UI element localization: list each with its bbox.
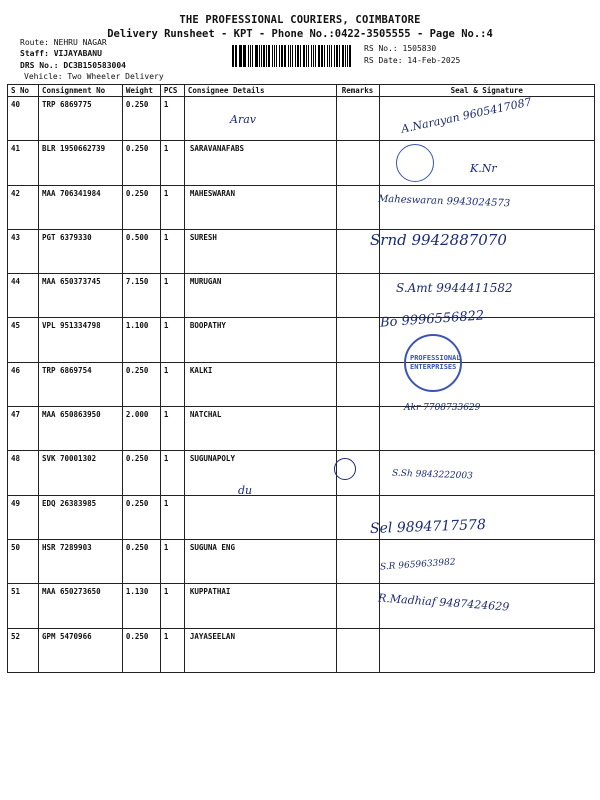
pcs-cell: 1 xyxy=(160,141,184,185)
consignee-cell: MAHESWARAN xyxy=(184,185,336,229)
barcode-bar xyxy=(236,45,237,67)
weight-cell: 0.500 xyxy=(122,229,160,273)
pcs-cell: 1 xyxy=(160,539,184,583)
barcode-bar xyxy=(263,45,265,67)
pcs-cell: 1 xyxy=(160,495,184,539)
barcode-bar xyxy=(345,45,346,67)
pcs-cell: 1 xyxy=(160,229,184,273)
barcode-bar xyxy=(279,45,280,67)
consignment-cell: GPM 5470966 xyxy=(38,628,122,672)
consignee-cell: SUGUNAPOLY xyxy=(184,451,336,495)
remarks-cell xyxy=(336,97,379,141)
consignee-cell: NATCHAL xyxy=(184,407,336,451)
consignment-cell: BLR 1950662739 xyxy=(38,141,122,185)
barcode-bar xyxy=(349,45,351,67)
remarks-cell xyxy=(336,362,379,406)
sno-cell: 47 xyxy=(8,407,39,451)
barcode-bar xyxy=(342,45,344,67)
col-pcs: PCS xyxy=(160,85,184,97)
table-row xyxy=(8,318,595,362)
sno-cell: 42 xyxy=(8,185,39,229)
handwritten-signature: A.Narayan 9605417087 xyxy=(400,95,533,136)
consignee-cell: SARAVANAFABS xyxy=(184,141,336,185)
remarks-cell xyxy=(336,185,379,229)
barcode-bar xyxy=(308,45,309,67)
weight-cell: 0.250 xyxy=(122,97,160,141)
consignment-cell: EDQ 26383985 xyxy=(38,495,122,539)
barcode-bar xyxy=(255,45,257,67)
barcode-bar xyxy=(272,45,273,67)
barcode-bar xyxy=(347,45,348,67)
table-row xyxy=(8,407,595,451)
handwritten-signature: Maheswaran 9943024573 xyxy=(377,193,511,210)
barcode-bar xyxy=(284,45,286,67)
weight-cell: 0.250 xyxy=(122,628,160,672)
consignment-cell: MAA 706341984 xyxy=(38,185,122,229)
weight-cell: 0.250 xyxy=(122,495,160,539)
remarks-cell xyxy=(336,628,379,672)
barcode-bar xyxy=(324,45,325,67)
company-seal-stamp: PROFESSIONAL ENTERPRISES xyxy=(404,334,462,392)
col-signature: Seal & Signature xyxy=(379,85,595,97)
handwritten-signature: S.Amt 9944411582 xyxy=(396,280,513,295)
runsheet-title: Delivery Runsheet - KPT - Phone No.:0422-3505555 - Page No.:4 xyxy=(107,28,493,40)
signature-cell xyxy=(379,97,595,141)
table-row xyxy=(8,628,595,672)
table-row xyxy=(8,495,595,539)
barcode-bar xyxy=(321,45,323,67)
pcs-cell: 1 xyxy=(160,185,184,229)
col-weight: Weight xyxy=(122,85,160,97)
remarks-cell xyxy=(336,539,379,583)
barcode-bar xyxy=(292,45,293,67)
col-sno: S No xyxy=(8,85,39,97)
barcode-bar xyxy=(248,45,249,67)
weight-cell: 0.250 xyxy=(122,141,160,185)
sno-cell: 50 xyxy=(8,539,39,583)
consignment-cell: MAA 650373745 xyxy=(38,274,122,318)
barcode-bar xyxy=(331,45,332,67)
signature-cell xyxy=(379,407,595,451)
barcode xyxy=(232,45,352,67)
weight-cell: 0.250 xyxy=(122,185,160,229)
consignment-cell: TRP 6869754 xyxy=(38,362,122,406)
pcs-cell: 1 xyxy=(160,451,184,495)
barcode-bar xyxy=(250,45,251,67)
consignee-cell: MURUGAN xyxy=(184,274,336,318)
barcode-bar xyxy=(295,45,297,67)
barcode-bar xyxy=(266,45,267,67)
drs-label: DRS No.: DC3B150583004 xyxy=(20,61,126,70)
col-consignment: Consignment No xyxy=(38,85,122,97)
handwritten-signature: Bo 9996556822 xyxy=(379,308,485,331)
sno-cell: 43 xyxy=(8,229,39,273)
barcode-bar xyxy=(313,45,314,67)
pcs-cell: 1 xyxy=(160,274,184,318)
barcode-bar xyxy=(244,45,246,67)
weight-cell: 1.100 xyxy=(122,318,160,362)
handwritten-signature: Sel 9894717578 xyxy=(369,516,487,538)
consignee-cell: SURESH xyxy=(184,229,336,273)
pcs-cell: 1 xyxy=(160,97,184,141)
handwritten-note: Arav xyxy=(230,113,256,126)
consignment-cell: TRP 6869775 xyxy=(38,97,122,141)
consignee-cell: BOOPATHY xyxy=(184,318,336,362)
barcode-bar xyxy=(276,45,278,67)
sno-cell: 41 xyxy=(8,141,39,185)
table-row xyxy=(8,362,595,406)
small-seal-stamp xyxy=(334,458,356,480)
pcs-cell: 1 xyxy=(160,628,184,672)
col-remarks: Remarks xyxy=(336,85,379,97)
barcode-bar xyxy=(336,45,338,67)
barcode-bar xyxy=(327,45,328,67)
sno-cell: 46 xyxy=(8,362,39,406)
company-title: THE PROFESSIONAL COURIERS, COIMBATORE xyxy=(179,14,421,26)
consignment-cell: SVK 70001302 xyxy=(38,451,122,495)
consignee-cell: KALKI xyxy=(184,362,336,406)
pcs-cell: 1 xyxy=(160,362,184,406)
barcode-bar xyxy=(268,45,270,67)
weight-cell: 0.250 xyxy=(122,539,160,583)
handwritten-signature: K.Nr xyxy=(470,162,497,176)
vehicle-label: Vehicle: Two Wheeler Delivery xyxy=(24,72,164,81)
barcode-bar xyxy=(235,45,236,67)
handwritten-signature: Akr 7708733629 xyxy=(404,402,481,413)
barcode-bar xyxy=(315,45,316,67)
route-label: Route: NEHRU NAGAR xyxy=(20,38,107,47)
consignee-cell: KUPPATHAI xyxy=(184,584,336,628)
pcs-cell: 1 xyxy=(160,407,184,451)
table-header-row xyxy=(8,85,595,97)
weight-cell: 1.130 xyxy=(122,584,160,628)
barcode-bar xyxy=(261,45,262,67)
consignee-cell: JAYASEELAN xyxy=(184,628,336,672)
barcode-bar xyxy=(290,45,291,67)
rs-date: RS Date: 14-Feb-2025 xyxy=(364,56,461,65)
weight-cell: 0.250 xyxy=(122,362,160,406)
consignment-cell: MAA 650273650 xyxy=(38,584,122,628)
runsheet-table xyxy=(7,84,595,673)
consignment-cell: HSR 7289903 xyxy=(38,539,122,583)
barcode-bar xyxy=(303,45,305,67)
remarks-cell xyxy=(336,407,379,451)
barcode-bar xyxy=(306,45,307,67)
remarks-cell xyxy=(336,141,379,185)
rs-number: RS No.: 1505830 xyxy=(364,44,437,53)
barcode-bar xyxy=(297,45,299,67)
weight-cell: 7.150 xyxy=(122,274,160,318)
sno-cell: 45 xyxy=(8,318,39,362)
handwritten-signature: S.R 9659633982 xyxy=(379,557,456,574)
sno-cell: 52 xyxy=(8,628,39,672)
handwritten-signature: Srnd 9942887070 xyxy=(370,231,507,250)
handwritten-signature: R.Madhiaf 9487424629 xyxy=(377,591,510,614)
sno-cell: 44 xyxy=(8,274,39,318)
barcode-bar xyxy=(329,45,331,67)
remarks-cell xyxy=(336,584,379,628)
staff-label: Staff: VIJAYABANU xyxy=(20,49,102,58)
pcs-cell: 1 xyxy=(160,584,184,628)
consignment-cell: MAA 650863950 xyxy=(38,407,122,451)
signature-cell xyxy=(379,628,595,672)
col-consignee: Consignee Details xyxy=(184,85,336,97)
consignment-cell: PGT 6379330 xyxy=(38,229,122,273)
barcode-bar xyxy=(288,45,289,67)
barcode-bar xyxy=(259,45,260,67)
weight-cell: 2.000 xyxy=(122,407,160,451)
barcode-bar xyxy=(239,45,241,67)
consignee-cell: SUGUNA ENG xyxy=(184,539,336,583)
barcode-bar xyxy=(232,45,234,67)
sno-cell: 40 xyxy=(8,97,39,141)
barcode-bar xyxy=(334,45,335,67)
barcode-bar xyxy=(300,45,301,67)
handwritten-signature: S.Sh 9843222003 xyxy=(391,468,473,482)
table-row xyxy=(8,141,595,185)
sno-cell: 51 xyxy=(8,584,39,628)
consignee-cell xyxy=(184,495,336,539)
remarks-cell xyxy=(336,318,379,362)
consignee-cell xyxy=(184,97,336,141)
consignment-cell: VPL 951334798 xyxy=(38,318,122,362)
barcode-bar xyxy=(243,45,244,67)
table-row xyxy=(8,539,595,583)
round-seal-stamp xyxy=(396,144,434,182)
weight-cell: 0.250 xyxy=(122,451,160,495)
barcode-bar xyxy=(318,45,320,67)
barcode-bar xyxy=(274,45,275,67)
barcode-bar xyxy=(339,45,340,67)
table-row xyxy=(8,451,595,495)
barcode-bar xyxy=(311,45,313,67)
handwritten-note: du xyxy=(238,483,253,497)
pcs-cell: 1 xyxy=(160,318,184,362)
sno-cell: 49 xyxy=(8,495,39,539)
barcode-bar xyxy=(252,45,254,67)
barcode-bar xyxy=(281,45,283,67)
sno-cell: 48 xyxy=(8,451,39,495)
remarks-cell xyxy=(336,274,379,318)
